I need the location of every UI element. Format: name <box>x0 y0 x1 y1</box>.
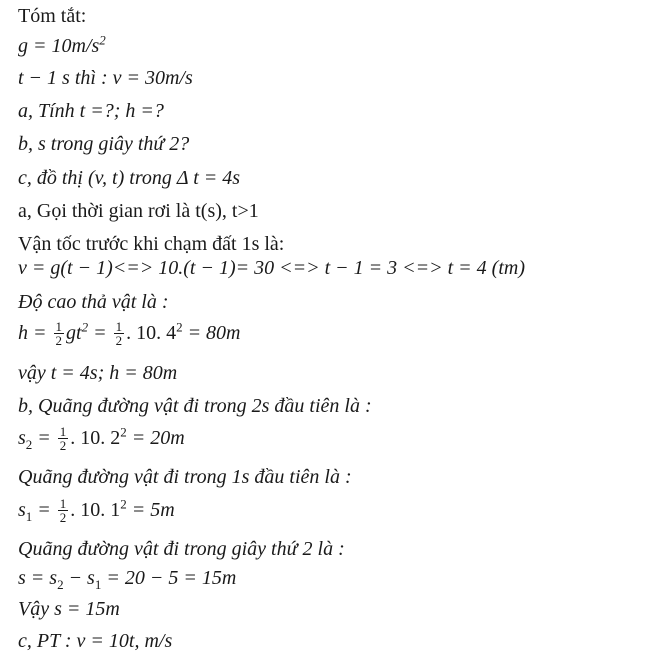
s1-exponent: 2 <box>120 496 127 512</box>
s1-subscript: 1 <box>25 509 33 525</box>
given-velocity: t − 1 s thì : v = 30m/s <box>18 67 193 89</box>
s-difference-a: s = s <box>18 567 58 589</box>
s-difference-result: = 20 − 5 = 15m <box>101 567 237 589</box>
distance-1s-heading: Quãng đường vật đi trong 1s đầu tiên là : <box>18 466 352 488</box>
given-gravity <box>18 34 106 58</box>
s1-symbol: s <box>18 499 26 522</box>
fraction-half-4 <box>58 497 69 524</box>
part-a-intro: a, Gọi thời gian rơi là t(s), t>1 <box>18 200 259 222</box>
height-lhs: h = <box>18 322 47 345</box>
fraction-denominator: 2 <box>55 333 62 348</box>
fraction-denominator: 2 <box>59 510 67 525</box>
height-equation <box>18 321 241 348</box>
distance-1s-equation <box>18 498 175 525</box>
height-exponent-1: 2 <box>81 319 89 335</box>
fraction-numerator: 1 <box>55 319 62 334</box>
height-gt: gt <box>66 322 82 345</box>
question-c: c, đồ thị (v, t) trong Δ t = 4s <box>18 167 241 189</box>
s2-result: = 20m <box>126 427 185 450</box>
height-heading: Độ cao thả vật là : <box>18 291 169 313</box>
s1-result: = 5m <box>126 499 175 522</box>
fraction-half-2 <box>114 320 125 347</box>
s2-subscript: 2 <box>25 437 33 453</box>
distance-second-2-heading: Quãng đường vật đi trong giây thứ 2 là : <box>18 538 345 560</box>
s1-values: . 10. 1 <box>70 499 121 522</box>
distance-2s-heading: b, Quãng đường vật đi trong 2s đầu tiên là : <box>18 395 372 417</box>
distance-2s-equation <box>18 426 185 453</box>
s-sub-2: 2 <box>57 577 64 592</box>
question-a: a, Tính t =?; h =? <box>18 100 164 122</box>
fraction-numerator: 1 <box>59 424 67 439</box>
summary-heading: Tóm tắt: <box>18 5 87 27</box>
s2-exponent: 2 <box>120 424 127 440</box>
fraction-half-3 <box>58 425 69 452</box>
s2-equals: = <box>32 427 51 450</box>
part-c-equation: c, PT : v = 10t, m/s <box>18 630 173 652</box>
height-result: = 80m <box>182 322 241 345</box>
velocity-before-impact-heading: Vận tốc trước khi chạm đất 1s là: <box>18 233 285 255</box>
s2-values: . 10. 2 <box>70 427 121 450</box>
s-sub-1: 1 <box>94 577 102 592</box>
fraction-numerator: 1 <box>115 319 123 334</box>
s1-equals: = <box>32 499 51 522</box>
fraction-denominator: 2 <box>59 438 67 453</box>
part-b-conclusion: Vậy s = 15m <box>18 598 120 620</box>
question-b: b, s trong giây thứ 2? <box>18 133 190 155</box>
fraction-numerator: 1 <box>59 496 67 511</box>
distance-second-2-equation <box>18 566 236 590</box>
s2-symbol: s <box>18 427 26 450</box>
gravity-exponent: 2 <box>99 32 106 48</box>
fraction-half-1 <box>54 320 65 347</box>
s-difference-b: − s <box>63 567 95 589</box>
gravity-text: g = 10m/s <box>18 35 100 57</box>
part-a-conclusion: vậy t = 4s; h = 80m <box>18 362 178 384</box>
fraction-denominator: 2 <box>115 333 123 348</box>
height-exponent-2: 2 <box>176 319 183 335</box>
height-values: . 10. 4 <box>126 322 177 345</box>
height-equals: = <box>88 322 107 345</box>
velocity-equation: v = g(t − 1)<=> 10.(t − 1)= 30 <=> t − 1 = 3 <=> t = 4 (tm) <box>18 257 526 279</box>
